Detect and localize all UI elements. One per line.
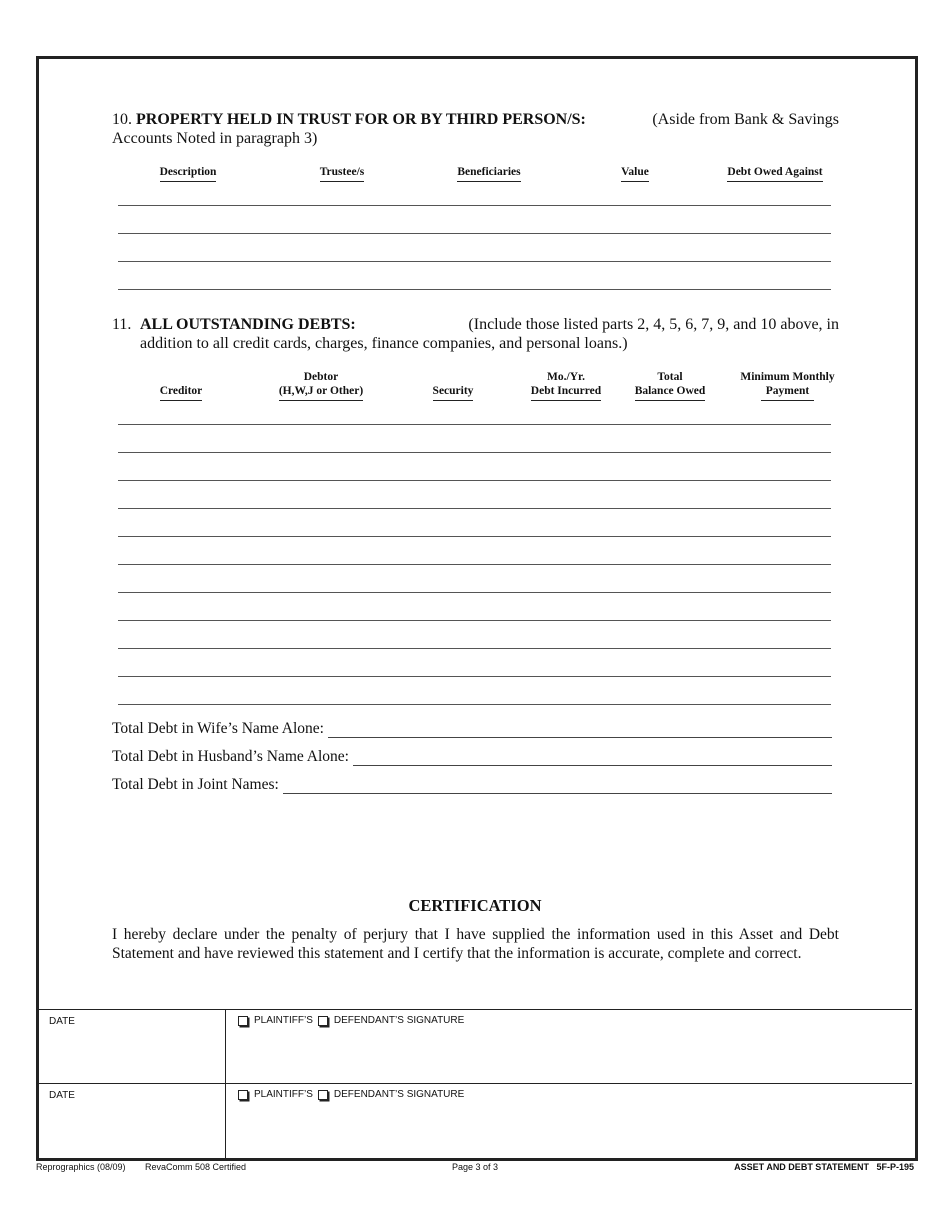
defendant-checkbox[interactable] xyxy=(318,1090,328,1100)
signature-row xyxy=(39,1083,912,1158)
total-husband-row xyxy=(112,747,832,766)
plaintiff-label: PLAINTIFF’S xyxy=(254,1015,313,1026)
total-wife-label: Total Debt in Wife’s Name Alone: xyxy=(112,720,324,737)
total-wife-field[interactable] xyxy=(328,723,832,738)
col-debt-owed-against: Debt Owed Against xyxy=(715,165,835,182)
col-beneficiaries: Beneficiaries xyxy=(439,165,539,182)
entry-line[interactable] xyxy=(118,536,831,537)
section-11-note-1: (Include those listed parts 2, 4, 5, 6, 7, 9, and 10 above, in xyxy=(468,316,839,333)
col-creditor: Creditor xyxy=(141,370,221,401)
entry-line[interactable] xyxy=(118,289,831,290)
defendant-signature-label: DEFENDANT’S SIGNATURE xyxy=(333,1089,465,1100)
signature-label xyxy=(238,1089,464,1100)
entry-line[interactable] xyxy=(118,676,831,677)
total-joint-row xyxy=(112,775,832,794)
entry-line[interactable] xyxy=(118,620,831,621)
section-10-note-2: Accounts Noted in paragraph 3) xyxy=(112,130,318,147)
plaintiff-checkbox[interactable] xyxy=(238,1090,248,1100)
col-minimum-monthly-payment: Minimum Monthly Payment xyxy=(730,370,845,401)
signature-row xyxy=(39,1009,912,1084)
col-security: Security xyxy=(418,370,488,401)
section-10-title: PROPERTY HELD IN TRUST FOR OR BY THIRD PERSON/S: xyxy=(136,111,586,128)
entry-line[interactable] xyxy=(118,704,831,705)
defendant-signature-label: DEFENDANT’S SIGNATURE xyxy=(333,1015,465,1026)
section-11-number: 11. xyxy=(112,316,132,333)
total-joint-field[interactable] xyxy=(283,779,832,794)
certification-title: CERTIFICATION xyxy=(408,896,542,915)
defendant-checkbox[interactable] xyxy=(318,1016,328,1026)
entry-line[interactable] xyxy=(118,233,831,234)
entry-line[interactable] xyxy=(118,261,831,262)
section-10-number: 10. xyxy=(112,111,132,128)
section-11-heading xyxy=(112,315,839,353)
total-wife-row xyxy=(112,719,832,738)
entry-line[interactable] xyxy=(118,452,831,453)
total-joint-label: Total Debt in Joint Names: xyxy=(112,776,279,793)
footer-reprographics: Reprographics (08/09) xyxy=(36,1162,126,1172)
date-label: DATE xyxy=(49,1090,75,1101)
plaintiff-label: PLAINTIFF’S xyxy=(254,1089,313,1100)
entry-line[interactable] xyxy=(118,205,831,206)
certification-text: I hereby declare under the penalty of perjury that I have supplied the information used in this Asset and Debt Statement and have reviewed this statement and I certify that the information is accurate, complete and correct. xyxy=(112,926,839,962)
signature-label xyxy=(238,1015,464,1026)
total-husband-field[interactable] xyxy=(353,751,832,766)
footer-certified: RevaComm 508 Certified xyxy=(145,1162,247,1172)
col-trustees: Trustee/s xyxy=(302,165,382,182)
entry-line[interactable] xyxy=(118,592,831,593)
col-value: Value xyxy=(605,165,665,182)
footer-page-number: Page 3 of 3 xyxy=(452,1162,499,1172)
footer-form-id: ASSET AND DEBT STATEMENT 5F-P-195 xyxy=(734,1162,914,1172)
plaintiff-checkbox[interactable] xyxy=(238,1016,248,1026)
entry-line[interactable] xyxy=(118,508,831,509)
col-description: Description xyxy=(148,165,228,182)
entry-line[interactable] xyxy=(118,564,831,565)
signature-divider xyxy=(225,1084,226,1158)
signature-divider xyxy=(225,1010,226,1084)
section-10-note-1: (Aside from Bank & Savings xyxy=(652,111,839,128)
entry-line[interactable] xyxy=(118,480,831,481)
page-frame xyxy=(36,56,918,1161)
entry-line[interactable] xyxy=(118,424,831,425)
section-10-heading xyxy=(112,110,839,148)
col-debtor: Debtor (H,W,J or Other) xyxy=(260,370,382,401)
col-mo-yr-debt-incurred: Mo./Yr. Debt Incurred xyxy=(516,370,616,401)
date-label: DATE xyxy=(49,1016,75,1027)
entry-line[interactable] xyxy=(118,648,831,649)
total-husband-label: Total Debt in Husband’s Name Alone: xyxy=(112,748,349,765)
col-total-balance-owed: Total Balance Owed xyxy=(620,370,720,401)
section-11-title: ALL OUTSTANDING DEBTS: xyxy=(140,316,356,333)
section-11-note-2: addition to all credit cards, charges, finance companies, and personal loans.) xyxy=(140,335,628,352)
